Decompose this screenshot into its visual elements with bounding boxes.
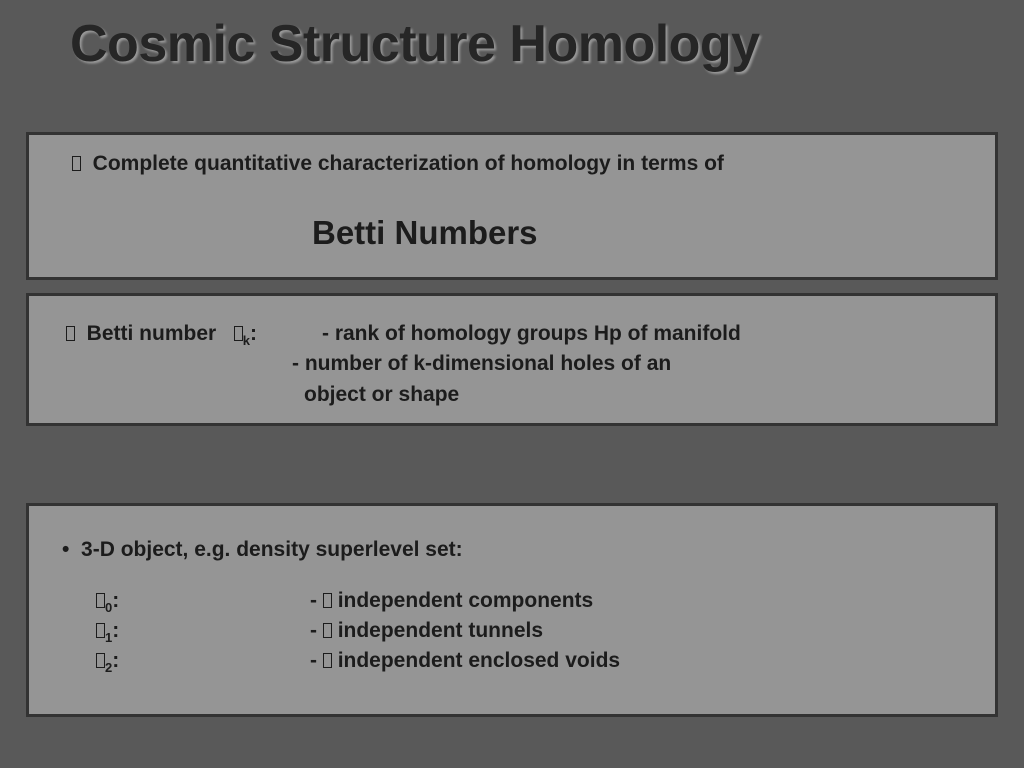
beta-symbol-icon bbox=[323, 593, 332, 608]
beta-symbol-icon bbox=[96, 623, 105, 638]
betti-row-2-description: - independent enclosed voids bbox=[310, 649, 621, 672]
beta-symbol-icon bbox=[323, 623, 332, 638]
definition-line-1: - rank of homology groups Hp of manifold bbox=[322, 322, 741, 345]
definition-line-2: - number of k-dimensional holes of an bbox=[292, 352, 672, 375]
example-intro-line bbox=[62, 538, 463, 562]
betti-numbers-heading: Betti Numbers bbox=[312, 214, 538, 251]
betti-row-1-description: - independent tunnels bbox=[310, 619, 544, 642]
beta-symbol-icon bbox=[323, 653, 332, 668]
betti-row-2-symbol: $_2$: bbox=[96, 649, 119, 675]
label-colon: : bbox=[249, 322, 257, 345]
betti-number-label-line bbox=[66, 322, 257, 348]
slide-title: Cosmic Structure Homology bbox=[70, 15, 760, 73]
bullet-dot: • bbox=[62, 538, 70, 561]
betti-row-1-symbol: $_1$: bbox=[96, 619, 119, 645]
betti-number-label: Betti number bbox=[86, 322, 217, 345]
bullet-icon bbox=[66, 326, 75, 341]
beta-symbol-icon bbox=[96, 593, 105, 608]
betti-row-0-symbol: $_0$: bbox=[96, 589, 119, 615]
definition-line-3: object or shape bbox=[304, 383, 460, 406]
beta-subscript: k bbox=[242, 333, 250, 349]
bullet-icon bbox=[72, 156, 81, 171]
intro-line bbox=[72, 152, 724, 176]
beta-symbol-icon bbox=[96, 653, 105, 668]
beta-symbol-icon bbox=[234, 326, 243, 341]
betti-row-0-description: - independent components bbox=[310, 589, 594, 612]
intro-text: Complete quantitative characterization of homology in terms of bbox=[92, 152, 724, 175]
example-intro: 3-D object, e.g. density superlevel set: bbox=[81, 538, 463, 561]
